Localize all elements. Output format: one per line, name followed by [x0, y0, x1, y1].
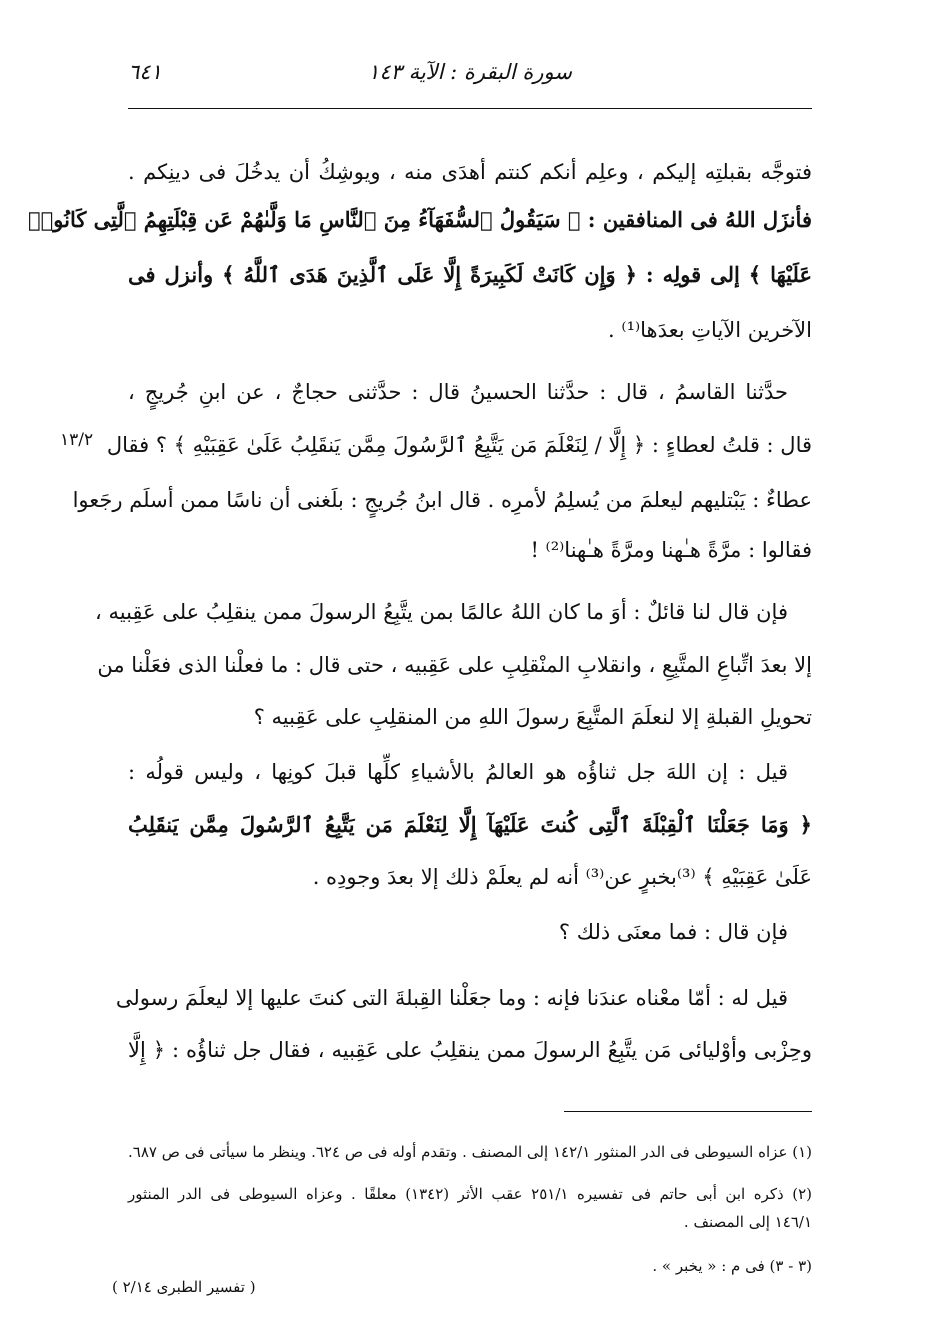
footnote-rule — [564, 1111, 812, 1112]
text-line: فأنزَل اللهُ فى المنافقين : ﴿ سَيَقُولُ ٱلسُّفَهَآءُ مِنَ ٱلنَّاسِ مَا وَلَّىٰهُمْ عَن قِبْلَتِهِمُ ٱلَّتِى كَانُوا۟ — [28, 207, 812, 232]
text-line: عَلَيْهَا ﴾ إلى قولِه : ﴿ وَإِن كَانَتْ لَكَبِيرَةً إِلَّا عَلَى ٱلَّذِينَ هَدَى ٱللَّهُ ﴾ وأنزل فى — [128, 262, 812, 287]
text-line: قيل : إن اللهَ جل ثناؤُه هو العالمُ بالأشياءِ كلِّها قبلَ كونِها ، وليس قولُه : — [128, 760, 788, 784]
footnote: (٣ - ٣) فى م : « يخبر » . — [652, 1257, 812, 1275]
text-line: فإن قال لنا قائلٌ : أوَ ما كان اللهُ عالمًا بمن يتَّبِعُ الرسولَ ممن ينقلِبُ على عَقِبيه ، — [95, 600, 788, 624]
page-number: ٦٤١ — [128, 60, 162, 84]
footnote: (٢) ذكره ابن أبى حاتم فى تفسيره ٢٥١/١ عقب الأثر (١٣٤٢) معلقًا . وعزاه السيوطى فى الدر المنثور — [128, 1185, 812, 1203]
text-line: قيل له : أمّا معْناه عندَنا فإنه : وما جعَلْنا القِبلةَ التى كنتَ عليها إلا ليعلَمَ رسولى — [115, 986, 788, 1010]
footnote: (١) عزاه السيوطى فى الدر المنثور ١٤٢/١ إلى المصنف . وتقدم أوله فى ص ٦٢٤. وينظر ما سيأتى فى ص ٦٨٧. — [128, 1143, 812, 1161]
text-line: فقالوا : مرَّةً هـٰهنا ومرَّةً هـٰهنا⁽²⁾ ! — [530, 538, 812, 562]
text-line: عطاءٌ : يَبْتليهم ليعلمَ من يُسلِمُ لأمرِه . قال ابنُ جُريجٍ : بلَغنى أن ناسًا ممن أسلَم رجَعوا — [72, 488, 812, 512]
running-header-title: سورة البقرة : الآية ١٤٣ — [368, 60, 572, 84]
text-line: الآخرين الآياتِ بعدَها⁽¹⁾ . — [608, 318, 812, 342]
bottom-volume-note: ( تفسير الطبرى ٢/١٤ ) — [112, 1278, 256, 1296]
header-rule — [128, 108, 812, 109]
footnote: ١٤٦/١ إلى المصنف . — [683, 1213, 812, 1231]
text-line: عَلَىٰ عَقِبَيْهِ ﴾ ⁽³⁾بخبرٍ عن⁽³⁾ أنه لم يعلَمْ ذلك إلا بعدَ وجودِه . — [312, 865, 812, 889]
text-line: وحِزْبى وأوْليائى مَن يتَّبِعُ الرسولَ ممن ينقلِبُ على عَقِبيه ، فقال جل ثناؤُه : ﴿ إِلَّا — [128, 1038, 812, 1062]
margin-note: ١٣/٢ — [60, 430, 94, 450]
text-line: حدَّثنا القاسمُ ، قال : حدَّثنا الحسينُ قال : حدَّثنى حجاجٌ ، عن ابنِ جُريجٍ ، — [128, 380, 788, 404]
text-line: فتوجَّه بقبلتِه إليكم ، وعلِم أنكم كنتم أهدَى منه ، ويوشِكُ أن يدخُلَ فى دينِكم . — [128, 160, 812, 184]
text-line: ﴿ وَمَا جَعَلْنَا ٱلْقِبْلَةَ ٱلَّتِى كُنتَ عَلَيْهَآ إِلَّا لِنَعْلَمَ مَن يَتَّبِعُ ٱلرَّسُولَ مِمَّن يَنقَلِبُ — [128, 812, 812, 837]
text-line: تحويلِ القبلةِ إلا لنعلَمَ المتَّبِعَ رسولَ اللهِ من المنقلِبِ على عَقِبيه ؟ — [253, 705, 812, 729]
text-line: فإن قال : فما معنَى ذلك ؟ — [558, 920, 788, 944]
text-line: قال : قلتُ لعطاءٍ : ﴿ إِلَّا / لِنَعْلَمَ مَن يَتَّبِعُ ٱلرَّسُولَ مِمَّن يَنقَلِبُ عَلَىٰ عَقِبَيْهِ ﴾ ؟ فقال — [106, 433, 812, 457]
text-line: إلا بعدَ اتِّباعِ المتَّبِعِ ، وانقلابِ المنْقلِبِ على عَقِبيه ، حتى قال : ما فعلْنا الذى فعَلْنا من — [97, 653, 812, 677]
